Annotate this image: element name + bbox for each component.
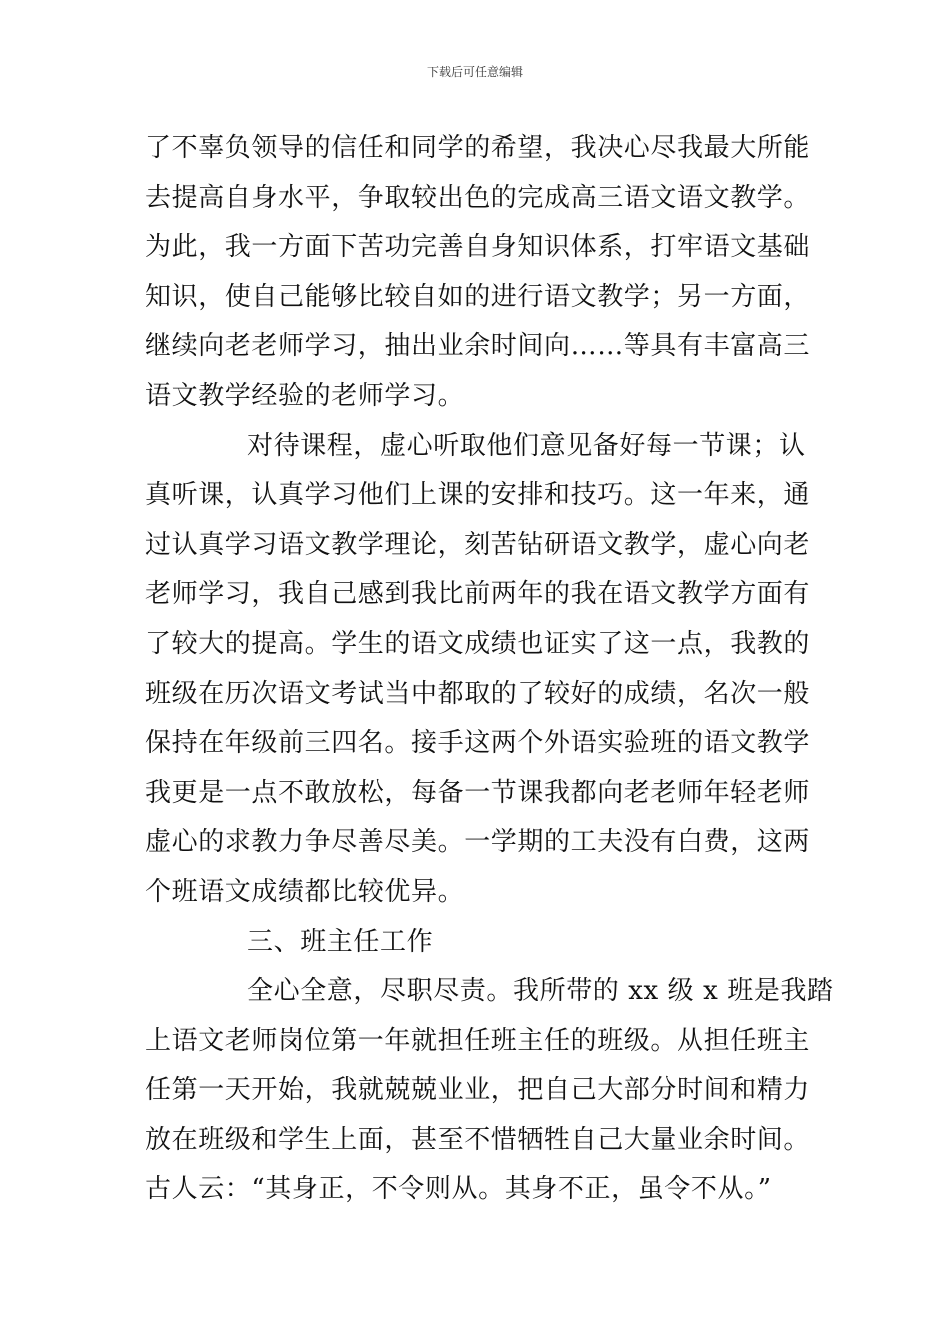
- text-line: 保持在年级前三四名。接手这两个外语实验班的语文教学: [145, 728, 811, 759]
- section-heading: 三、班主任工作: [247, 926, 434, 957]
- text-line: 班级在历次语文考试当中都取的了较好的成绩，名次一般: [145, 678, 811, 709]
- text-line: 继续向老老师学习，抽出业余时间向……等具有丰富高三: [145, 331, 811, 362]
- text-line: 为此，我一方面下苦功完善自身知识体系，打牢语文基础: [145, 232, 811, 263]
- text-line: 放在班级和学生上面，甚至不惜牺牲自己大量业余时间。: [145, 1124, 811, 1155]
- text-line: 任第一天开始，我就兢兢业业，把自己大部分时间和精力: [145, 1075, 811, 1106]
- text-line: 了不辜负领导的信任和同学的希望，我决心尽我最大所能: [145, 133, 811, 163]
- paragraph-start-line: 全心全意，尽职尽责。我所带的 xx 级 x 班是我踏: [247, 976, 834, 1007]
- text-line: 知识，使自己能够比较自如的进行语文教学；另一方面，: [145, 281, 811, 312]
- text-line: 去提高自身水平，争取较出色的完成高三语文语文教学。: [145, 182, 811, 213]
- text-line: 我更是一点不敢放松，每备一节课我都向老老师年轻老师: [145, 777, 811, 808]
- text-line: 老师学习，我自己感到我比前两年的我在语文教学方面有: [145, 579, 811, 610]
- text-line: 了较大的提高。学生的语文成绩也证实了这一点，我教的: [145, 628, 811, 659]
- text-line: 个班语文成绩都比较优异。: [145, 876, 465, 907]
- text-line: 上语文老师岗位第一年就担任班主任的班级。从担任班主: [145, 1025, 811, 1056]
- document-body: [145, 124, 834, 1215]
- text-line: 过认真学习语文教学理论，刻苦钻研语文教学，虚心向老: [145, 529, 811, 560]
- page-header-note: 下载后可任意编辑: [426, 65, 523, 79]
- text-line: 语文教学经验的老师学习。: [145, 380, 465, 411]
- paragraph-start-line: 对待课程，虚心听取他们意见备好每一节课；认: [247, 430, 806, 461]
- text-line: 虚心的求教力争尽善尽美。一学期的工夫没有白费，这两: [145, 827, 811, 858]
- text-line: 真听课，认真学习他们上课的安排和技巧。这一年来，通: [145, 480, 811, 511]
- text-line: 古人云：“其身正，不令则从。其身不正，虽令不从。”: [145, 1174, 772, 1205]
